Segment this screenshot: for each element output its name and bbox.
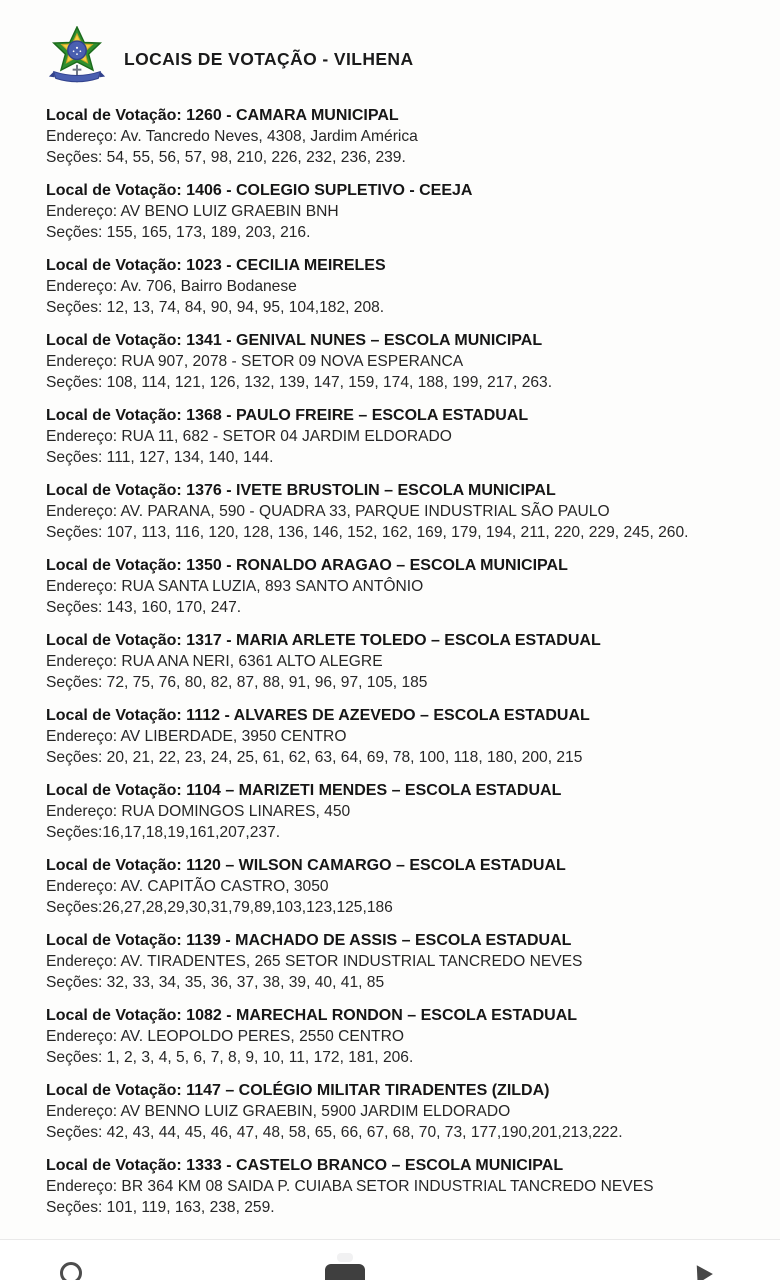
brazil-coat-of-arms-icon	[46, 26, 108, 92]
location-address: Endereço: AV. TIRADENTES, 265 SETOR INDUSTRIAL TANCREDO NEVES	[46, 953, 583, 970]
location-title: Local de Votação: 1260 - CAMARA MUNICIPAL	[46, 107, 399, 124]
location-title: Local de Votação: 1350 - RONALDO ARAGAO – ESCOLA MUNICIPAL	[46, 557, 568, 574]
location-entry	[46, 780, 742, 843]
location-title: Local de Votação: 1376 - IVETE BRUSTOLIN – ESCOLA MUNICIPAL	[46, 482, 556, 499]
location-address: Endereço: AV BENO LUIZ GRAEBIN BNH	[46, 203, 339, 220]
location-address: Endereço: AV. LEOPOLDO PERES, 2550 CENTRO	[46, 1028, 404, 1045]
location-title: Local de Votação: 1082 - MARECHAL RONDON – ESCOLA ESTADUAL	[46, 1007, 578, 1024]
location-sections: Seções: 108, 114, 121, 126, 132, 139, 147, 159, 174, 188, 199, 217, 263.	[46, 374, 553, 391]
location-sections: Seções: 155, 165, 173, 189, 203, 216.	[46, 224, 311, 241]
location-sections: Seções: 1, 2, 3, 4, 5, 6, 7, 8, 9, 10, 11, 172, 181, 206.	[46, 1049, 414, 1066]
location-entry	[46, 630, 742, 693]
location-entry	[46, 330, 742, 393]
bottom-toolbar	[0, 1239, 780, 1280]
location-entry	[46, 1080, 742, 1143]
location-entry	[46, 105, 742, 168]
location-sections: Seções: 12, 13, 74, 84, 90, 94, 95, 104,182, 208.	[46, 299, 385, 316]
location-entry	[46, 180, 742, 243]
location-address: Endereço: BR 364 KM 08 SAIDA P. CUIABA SETOR INDUSTRIAL TANCREDO NEVES	[46, 1178, 654, 1195]
location-address: Endereço: RUA 11, 682 - SETOR 04 JARDIM ELDORADO	[46, 428, 452, 445]
locations-list	[46, 105, 742, 1218]
location-address: Endereço: RUA 907, 2078 - SETOR 09 NOVA ESPERANCA	[46, 353, 464, 370]
location-title: Local de Votação: 1104 – MARIZETI MENDES – ESCOLA ESTADUAL	[46, 782, 562, 799]
location-address: Endereço: AV. PARANA, 590 - QUADRA 33, PARQUE INDUSTRIAL SÃO PAULO	[46, 503, 610, 520]
document-header	[46, 26, 742, 92]
location-entry	[46, 705, 742, 768]
location-address: Endereço: AV BENNO LUIZ GRAEBIN, 5900 JARDIM ELDORADO	[46, 1103, 511, 1120]
location-entry	[46, 405, 742, 468]
location-title: Local de Votação: 1368 - PAULO FREIRE – ESCOLA ESTADUAL	[46, 407, 529, 424]
location-address: Endereço: AV. CAPITÃO CASTRO, 3050	[46, 878, 329, 895]
reply-icon[interactable]	[60, 1262, 82, 1280]
location-address: Endereço: AV LIBERDADE, 3950 CENTRO	[46, 728, 347, 745]
location-sections: Seções: 143, 160, 170, 247.	[46, 599, 242, 616]
location-sections: Seções: 42, 43, 44, 45, 46, 47, 48, 58, 65, 66, 67, 68, 70, 73, 177,190,201,213,222.	[46, 1124, 623, 1141]
location-address: Endereço: RUA DOMINGOS LINARES, 450	[46, 803, 351, 820]
location-title: Local de Votação: 1341 - GENIVAL NUNES – ESCOLA MUNICIPAL	[46, 332, 543, 349]
edit-icon[interactable]	[689, 1260, 713, 1280]
location-address: Endereço: Av. Tancredo Neves, 4308, Jardim América	[46, 128, 418, 145]
location-title: Local de Votação: 1112 - ALVARES DE AZEVEDO – ESCOLA ESTADUAL	[46, 707, 590, 724]
location-sections: Seções: 107, 113, 116, 120, 128, 136, 146, 152, 162, 169, 179, 194, 211, 220, 229, 245, 260.	[46, 524, 689, 541]
location-sections: Seções: 111, 127, 134, 140, 144.	[46, 449, 274, 466]
location-entry	[46, 1005, 742, 1068]
location-address: Endereço: Av. 706, Bairro Bodanese	[46, 278, 297, 295]
location-sections: Seções: 72, 75, 76, 80, 82, 87, 88, 91, 96, 97, 105, 185	[46, 674, 428, 691]
location-title: Local de Votação: 1023 - CECILIA MEIRELES	[46, 257, 386, 274]
location-sections: Seções: 20, 21, 22, 23, 24, 25, 61, 62, 63, 64, 69, 78, 100, 118, 180, 200, 215	[46, 749, 583, 766]
location-entry	[46, 480, 742, 543]
location-title: Local de Votação: 1406 - COLEGIO SUPLETIVO - CEEJA	[46, 182, 473, 199]
location-entry	[46, 855, 742, 918]
location-entry	[46, 255, 742, 318]
location-address: Endereço: RUA ANA NERI, 6361 ALTO ALEGRE	[46, 653, 383, 670]
location-sections: Seções: 32, 33, 34, 35, 36, 37, 38, 39, 40, 41, 85	[46, 974, 385, 991]
page-title: LOCAIS DE VOTAÇÃO - VILHENA	[124, 48, 414, 69]
location-entry	[46, 930, 742, 993]
location-sections: Seções: 54, 55, 56, 57, 98, 210, 226, 232, 236, 239.	[46, 149, 406, 166]
location-title: Local de Votação: 1120 – WILSON CAMARGO – ESCOLA ESTADUAL	[46, 857, 566, 874]
location-sections: Seções: 101, 119, 163, 238, 259.	[46, 1199, 275, 1216]
camera-glare-decoration	[337, 1253, 353, 1262]
location-address: Endereço: RUA SANTA LUZIA, 893 SANTO ANTÔNIO	[46, 578, 424, 595]
camera-icon[interactable]	[325, 1264, 365, 1280]
location-entry	[46, 555, 742, 618]
location-title: Local de Votação: 1333 - CASTELO BRANCO – ESCOLA MUNICIPAL	[46, 1157, 564, 1174]
location-title: Local de Votação: 1147 – COLÉGIO MILITAR TIRADENTES (ZILDA)	[46, 1082, 550, 1099]
location-sections: Seções:16,17,18,19,161,207,237.	[46, 824, 281, 841]
location-title: Local de Votação: 1139 - MACHADO DE ASSIS – ESCOLA ESTADUAL	[46, 932, 572, 949]
location-entry	[46, 1155, 742, 1218]
location-title: Local de Votação: 1317 - MARIA ARLETE TOLEDO – ESCOLA ESTADUAL	[46, 632, 601, 649]
location-sections: Seções:26,27,28,29,30,31,79,89,103,123,125,186	[46, 899, 393, 916]
